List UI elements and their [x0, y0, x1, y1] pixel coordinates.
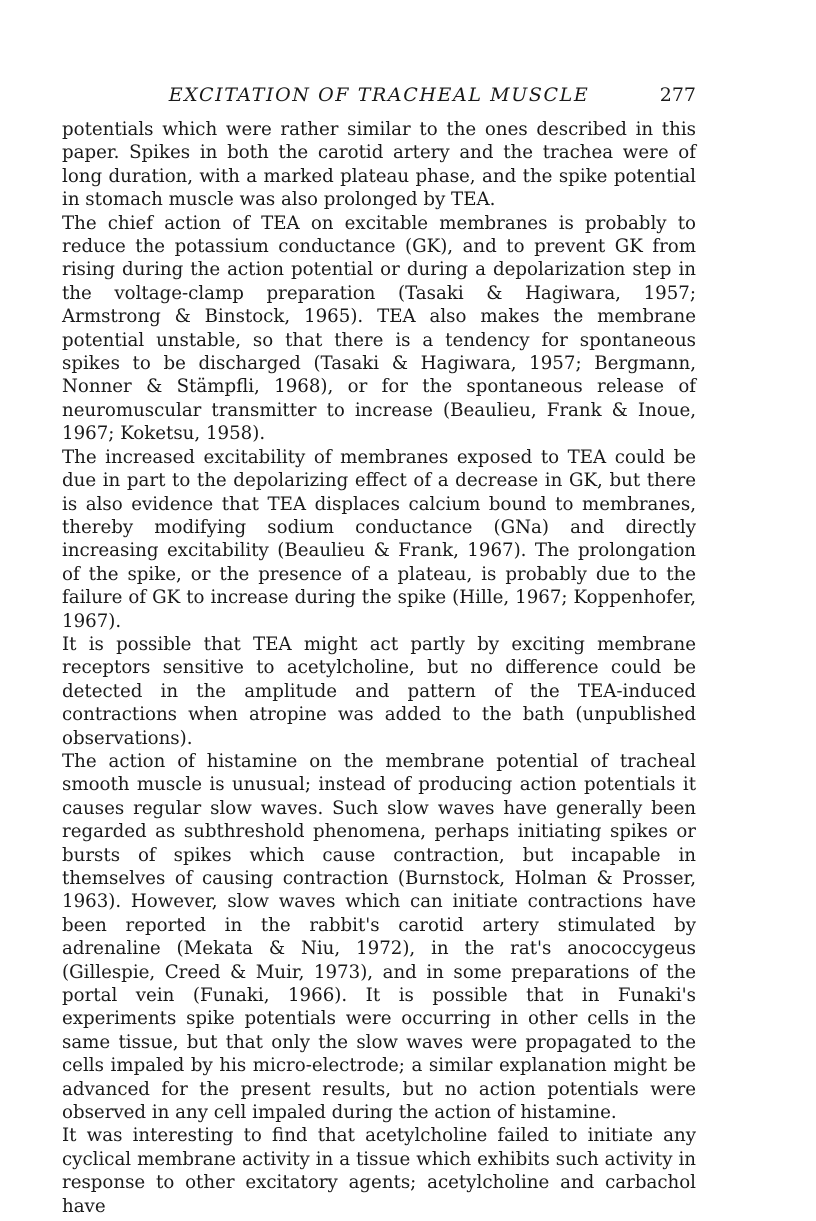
paragraph-6: It was interesting to find that acetylcholine failed to initiate any cyclical membrane activity in a tissue which exhibits such activity in response to other excitatory agents; acetylcholine and carbachol have: [62, 1125, 696, 1217]
page-number: 277: [659, 84, 696, 106]
running-title: EXCITATION OF TRACHEAL MUSCLE: [168, 84, 590, 106]
page-header: [62, 84, 696, 114]
paragraph-1: potentials which were rather similar to the ones described in this paper. Spikes in both the carotid artery and the trachea were of long duration, with a marked plateau phase, and the spike potential in stomach muscle was also prolonged by TEA.: [62, 119, 696, 211]
paragraph-5: The action of histamine on the membrane potential of tracheal smooth muscle is unusual; instead of producing action potentials it causes regular slow waves. Such slow waves have generally been regarded as subthreshold phenomena, perhaps initiating spikes or bursts of spikes which cause contraction, but incapable in themselves of causing contraction (Burnstock, Holman & Prosser, 1963). However, slow waves which can initiate contractions have been reported in the rabbit's carotid artery stimulated by adrenaline (Mekata & Niu, 1972), in the rat's anococcygeus (Gillespie, Creed & Muir, 1973), and in some preparations of the portal vein (Funaki, 1966). It is possible that in Funaki's experiments spike potentials were occurring in other cells in the same tissue, but that only the slow waves were propagated to the cells impaled by his micro-electrode; a similar explanation might be advanced for the present results, but no action potentials were observed in any cell impaled during the action of histamine.: [62, 750, 696, 1124]
paragraph-3: The increased excitability of membranes exposed to TEA could be due in part to the depolarizing effect of a decrease in GK, but there is also evidence that TEA displaces calcium bound to membranes, thereby modifying sodium conductance (GNa) and directly increasing excitability (Beaulieu & Frank, 1967). The prolongation of the spike, or the presence of a plateau, is probably due to the failure of GK to increase during the spike (Hille, 1967; Koppenhofer, 1967).: [62, 446, 696, 632]
paragraph-2: The chief action of TEA on excitable membranes is probably to reduce the potassium conductance (GK), and to prevent GK from rising during the action potential or during a depolarization step in the voltage-clamp preparation (Tasaki & Hagiwara, 1957; Armstrong & Binstock, 1965). TEA also makes the membrane potential unstable, so that there is a tendency for spontaneous spikes to be discharged (Tasaki & Hagiwara, 1957; Bergmann, Nonner & Stämpfli, 1968), or for the spontaneous release of neuromuscular transmitter to increase (Beaulieu, Frank & Inoue, 1967; Koketsu, 1958).: [62, 212, 696, 445]
paragraph-4: It is possible that TEA might act partly by exciting membrane receptors sensitive to acetylcholine, but no difference could be detected in the amplitude and pattern of the TEA-induced contractions when atropine was added to the bath (unpublished observations).: [62, 633, 696, 749]
body-text: [62, 118, 696, 1218]
